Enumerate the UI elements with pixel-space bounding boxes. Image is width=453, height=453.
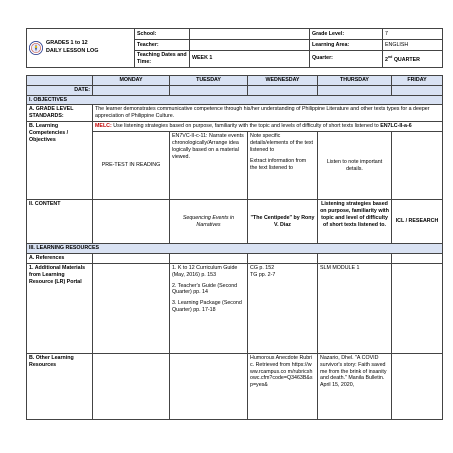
- content-thursday: Listening strategies based on purpose, familiarity with topic and level of difficulty of short texts listened to.: [318, 200, 392, 244]
- date-friday: [392, 85, 443, 95]
- lesson-grid: [26, 75, 443, 420]
- other-resources-label: B. Other Learning Resources: [27, 353, 93, 419]
- other-resources-wednesday: Humorous Anecdote Rubric. Retrieved from https://www.rcampus.co m/rubricshowc.cfm?code=Q3463B&sp=yes&: [248, 353, 318, 419]
- other-resources-thursday: Nazario, Dhel. "A COVID survivor's story: Faith saved me from the brink of insanity and death." Manila Bulletin. April 15, 2020,: [318, 353, 392, 419]
- day-monday: MONDAY: [93, 75, 170, 85]
- date-label: DATE:: [27, 85, 93, 95]
- objective-thursday: Listen to note important details.: [318, 132, 392, 200]
- lr-portal-tuesday: [170, 263, 248, 353]
- header-logo-cell: [27, 29, 135, 68]
- standards-label: A. GRADE LEVEL STANDARDS:: [27, 105, 93, 122]
- lr-portal-label: 1. Additional Materials from Learning Resource (LR) Portal: [27, 263, 93, 353]
- references-thursday: [318, 253, 392, 263]
- date-monday: [93, 85, 170, 95]
- lr-tuesday-item-1: 1. K to 12 Curriculum Guide (May, 2016) p. 153: [172, 264, 238, 278]
- references-row: [27, 253, 443, 263]
- objective-friday: [392, 132, 443, 200]
- resources-heading-row: [27, 244, 443, 254]
- header-title-line2: DAILY LESSON LOG: [46, 47, 99, 54]
- objective-wednesday: [248, 132, 318, 200]
- date-thursday: [318, 85, 392, 95]
- day-thursday: THURSDAY: [318, 75, 392, 85]
- objective-monday: PRE-TEST IN READING: [93, 132, 170, 200]
- references-friday: [392, 253, 443, 263]
- grade-level-value: 7: [383, 29, 443, 40]
- content-tuesday: Sequencing Events in Narratives: [170, 200, 248, 244]
- melc-code: EN7LC-II-a-6: [380, 123, 412, 130]
- quarter-number: 2: [385, 56, 388, 63]
- header-table: [26, 28, 443, 68]
- learning-area-value: ENGLISH: [383, 40, 443, 51]
- days-row: [27, 75, 443, 85]
- other-resources-monday: [93, 353, 170, 419]
- references-label: A. References: [27, 253, 93, 263]
- objective-wednesday-2: Extract information from the text listened to: [250, 157, 307, 171]
- objective-tuesday: EN7VC-II-c-11: Narrate events chronologically/Arrange idea logically based on a material viewed.: [170, 132, 248, 200]
- other-resources-tuesday: [170, 353, 248, 419]
- learning-area-label: Learning Area:: [310, 40, 383, 51]
- day-friday: FRIDAY: [392, 75, 443, 85]
- header-title: [46, 40, 98, 56]
- date-row: [27, 85, 443, 95]
- quarter-suffix: nd: [387, 54, 393, 59]
- lr-tuesday-item-3: 3. Learning Package (Second Quarter) pp. 17-18: [172, 300, 242, 314]
- lr-wednesday-item-2: TG pp. 2-7: [250, 271, 276, 278]
- school-label: School:: [135, 29, 190, 40]
- melc-tag: MELC:: [95, 123, 112, 130]
- content-friday: ICL / RESEARCH: [392, 200, 443, 244]
- date-tuesday: [170, 85, 248, 95]
- teaching-dates-label: Teaching Dates and Time:: [135, 51, 190, 68]
- lr-portal-friday: [392, 263, 443, 353]
- deped-seal-icon: [29, 41, 43, 55]
- teacher-value: [190, 40, 310, 51]
- melc-text: [93, 122, 443, 132]
- teaching-dates-value: WEEK 1: [190, 51, 310, 68]
- content-wednesday: "The Centipede" by Rony V. Diaz: [248, 200, 318, 244]
- competencies-row: [27, 122, 443, 132]
- quarter-label: Quarter:: [310, 51, 383, 68]
- content-row: [27, 200, 443, 244]
- quarter-value: [383, 51, 443, 68]
- days-corner: [27, 75, 93, 85]
- lr-tuesday-item-2: 2. Teacher's Guide (Second Quarter) pp. 14: [172, 282, 238, 296]
- school-value: [190, 29, 310, 40]
- resources-heading: III. LEARNING RESOURCES: [27, 244, 443, 254]
- lr-wednesday-item-1: CG p. 152: [250, 264, 275, 271]
- teacher-label: Teacher:: [135, 40, 190, 51]
- lr-portal-monday: [93, 263, 170, 353]
- lr-portal-wednesday: [248, 263, 318, 353]
- standards-row: [27, 105, 443, 122]
- content-monday: [93, 200, 170, 244]
- references-tuesday: [170, 253, 248, 263]
- day-wednesday: WEDNESDAY: [248, 75, 318, 85]
- lr-portal-thursday: SLM MODULE 1: [318, 263, 392, 353]
- content-heading: II. CONTENT: [27, 200, 93, 244]
- objectives-heading-row: [27, 95, 443, 105]
- date-wednesday: [248, 85, 318, 95]
- objectives-heading: I. OBJECTIVES: [27, 95, 443, 105]
- other-resources-friday: [392, 353, 443, 419]
- references-monday: [93, 253, 170, 263]
- day-tuesday: TUESDAY: [170, 75, 248, 85]
- other-resources-row: [27, 353, 443, 419]
- header-title-line1: GRADES 1 to 12: [46, 40, 88, 47]
- melc-body: Use listening strategies based on purpose, familiarity with the topic and levels of difficulty of short texts listened to: [111, 123, 381, 130]
- grade-level-label: Grade Level:: [310, 29, 383, 40]
- lr-portal-row: [27, 263, 443, 353]
- competencies-label: B. Learning Competencies / Objectives: [27, 122, 93, 200]
- standards-text: The learner demonstrates communicative competence through his/her understanding of Philippine Literature and other texts types for a deeper appreciation of Philippine Culture.: [93, 105, 443, 122]
- quarter-word: QUARTER: [392, 56, 421, 63]
- objective-wednesday-1: Note specific details/elements of the text listened to: [250, 133, 314, 153]
- references-wednesday: [248, 253, 318, 263]
- daily-lesson-log: [26, 28, 442, 420]
